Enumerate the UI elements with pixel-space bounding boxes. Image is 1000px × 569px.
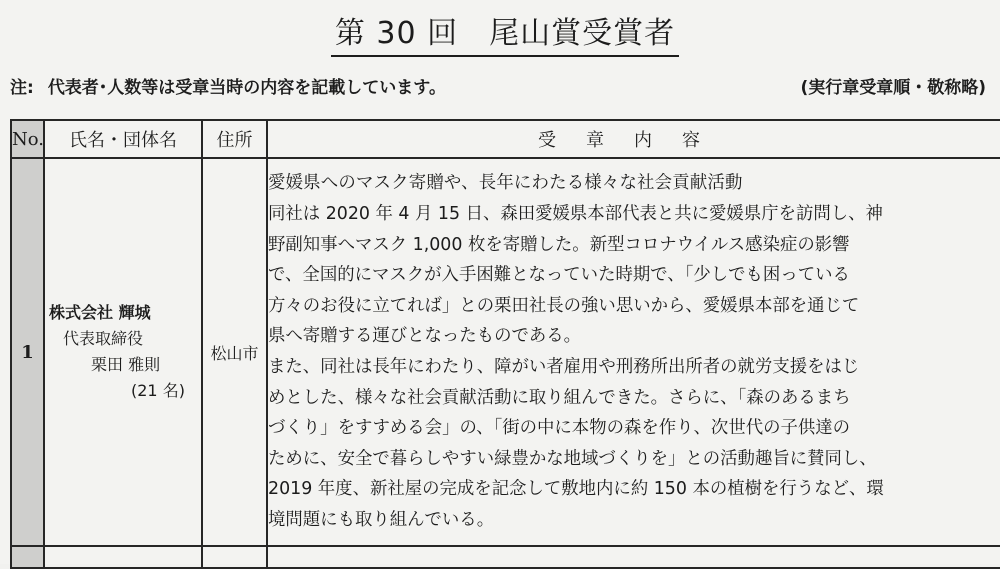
award-content-cell bbox=[267, 158, 1000, 546]
header-name: 氏名・団体名 bbox=[44, 120, 202, 158]
content-line: また、同社は長年にわたり、障がい者雇用や刑務所出所者の就労支援をはじ bbox=[268, 357, 860, 377]
content-line: 2019 年度、新社屋の完成を記念して敷地内に約 150 本の植樹を行うなど、環 bbox=[268, 479, 884, 500]
content-line: づくり」をすすめる会」の、「街の中に本物の森を作り、次世代の子供達の bbox=[268, 418, 851, 439]
header-no: No. bbox=[11, 120, 44, 158]
order-note: (実行章受章順・敬称略) bbox=[800, 78, 986, 98]
content-line: 境問題にも取り組んでいる。 bbox=[268, 509, 495, 530]
content-cell-partial bbox=[267, 546, 1000, 568]
table-row-partial bbox=[11, 546, 1000, 568]
content-line: 同社は 2020 年 4 月 15 日、森田愛媛県本部代表と共に愛媛県庁を訪問し、神 bbox=[268, 204, 883, 225]
awardee-name-cell bbox=[44, 158, 202, 546]
member-count: (21 名) bbox=[131, 381, 185, 400]
page-title bbox=[0, 14, 1000, 57]
name-cell-partial bbox=[44, 546, 202, 568]
table-row bbox=[11, 158, 1000, 546]
content-line: 県へ寄贈する運びとなったものである。 bbox=[268, 326, 582, 347]
note-text: 代表者･人数等は受章当時の内容を記載しています。 bbox=[47, 78, 446, 98]
page-title-text: 第 30 回 尾山賞受賞者 bbox=[331, 14, 679, 57]
header-content: 受章内容 bbox=[267, 120, 1000, 158]
content-line: で、全国的にマスクが入手困難となっていた時期で、「少しでも困っている bbox=[268, 265, 850, 286]
awardee-table bbox=[10, 119, 1000, 569]
content-line: 野副知事へマスク 1,000 枚を寄贈した。新型コロナウイルス感染症の影響 bbox=[268, 234, 850, 255]
row-number: 1 bbox=[11, 158, 44, 546]
representative-name: 栗田 雅則 bbox=[91, 355, 161, 374]
address-cell: 松山市 bbox=[202, 158, 267, 546]
table-header-row bbox=[11, 120, 1000, 158]
address-cell-partial bbox=[202, 546, 267, 568]
note-label: 注: bbox=[10, 78, 34, 98]
note bbox=[10, 77, 446, 99]
organization-name: 株式会社 輝城 bbox=[49, 303, 151, 322]
representative-title: 代表取締役 bbox=[63, 329, 144, 348]
content-headline: 愛媛県へのマスク寄贈や、長年にわたる様々な社会貢献活動 bbox=[268, 173, 743, 194]
row-number-partial bbox=[11, 546, 44, 568]
content-line: ために、安全で暮らしやすい緑豊かな地域づくりを」との活動趣旨に賛同し、 bbox=[268, 448, 877, 469]
header-address: 住所 bbox=[202, 120, 267, 158]
content-line: 方々のお役に立てれば」との栗田社長の強い思いから、愛媛県本部を通じて bbox=[268, 295, 860, 316]
content-line: めとした、様々な社会貢献活動に取り組んできた。さらに、「森のあるまち bbox=[268, 387, 851, 408]
